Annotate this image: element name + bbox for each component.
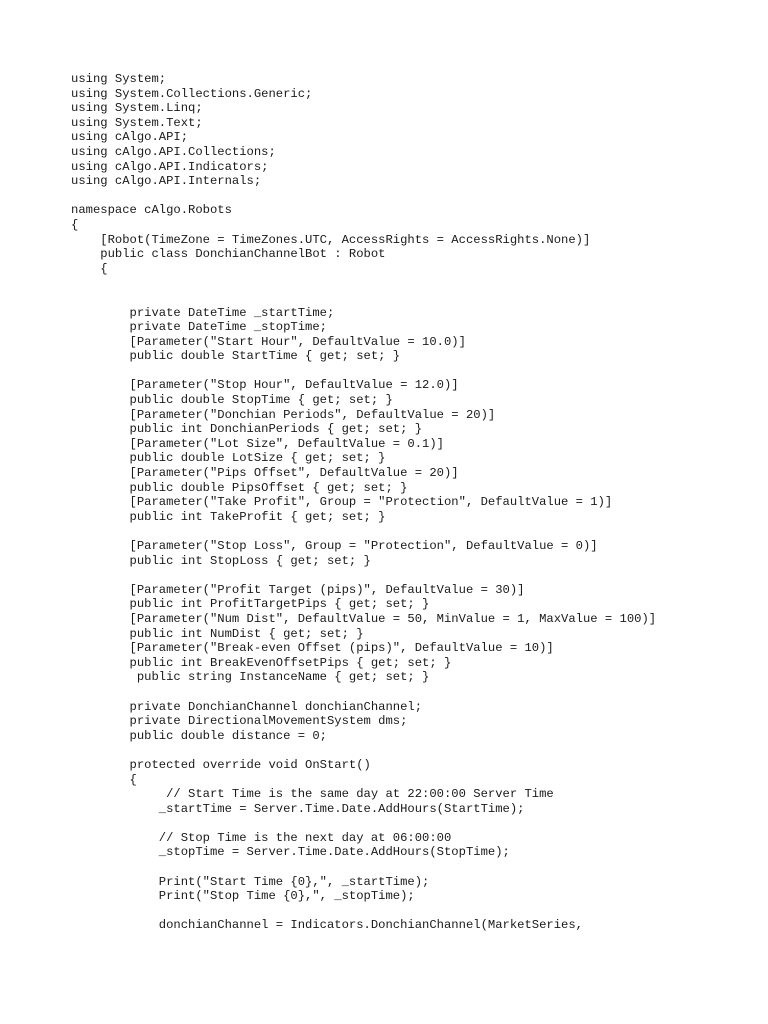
code-line: [71, 743, 761, 758]
code-line: using System;: [71, 72, 167, 86]
code-line: public int ProfitTargetPips { get; set; }: [71, 597, 430, 612]
code-line: Print("Stop Time {0},", _stopTime);: [71, 889, 415, 904]
code-line: public int StopLoss { get; set; }: [71, 553, 371, 568]
code-line: [Parameter("Profit Target (pips)", DefaultValue = 30)]: [71, 582, 525, 597]
code-line: using cAlgo.API.Indicators;: [71, 159, 269, 174]
code-line: _stopTime = Server.Time.Date.AddHours(StopTime);: [71, 845, 510, 860]
code-line: using cAlgo.API.Internals;: [71, 174, 262, 189]
code-line: {: [71, 217, 79, 232]
code-line: public double distance = 0;: [71, 728, 327, 743]
code-line: public string InstanceName { get; set; }: [71, 670, 430, 685]
code-line: using System.Text;: [71, 115, 203, 130]
code-line: [Robot(TimeZone = TimeZones.UTC, AccessRights = AccessRights.None)]: [71, 232, 591, 247]
code-line: {: [71, 772, 137, 787]
code-line: [Parameter("Donchian Periods", DefaultValue = 20)]: [71, 407, 496, 422]
code-line: protected override void OnStart(): [71, 757, 371, 772]
code-line: [71, 685, 761, 700]
code-line: [71, 291, 761, 306]
code-line: namespace cAlgo.Robots: [71, 203, 232, 218]
code-line: private DirectionalMovementSystem dms;: [71, 714, 408, 729]
code-line: _startTime = Server.Time.Date.AddHours(StartTime);: [71, 801, 525, 816]
code-line: [71, 524, 761, 539]
code-line: public int BreakEvenOffsetPips { get; set; }: [71, 655, 452, 670]
code-line: [71, 860, 761, 875]
code-line: public class DonchianChannelBot : Robot: [71, 247, 386, 262]
code-line: public double StartTime { get; set; }: [71, 349, 401, 364]
code-line: [Parameter("Break-even Offset (pips)", DefaultValue = 10)]: [71, 641, 554, 656]
code-line: public double StopTime { get; set; }: [71, 393, 393, 408]
code-line: [Parameter("Lot Size", DefaultValue = 0.1)]: [71, 436, 444, 451]
code-line: [71, 364, 761, 379]
code-line: using cAlgo.API;: [71, 130, 189, 145]
code-line: private DateTime _stopTime;: [71, 320, 327, 335]
code-line: [71, 189, 761, 204]
code-line: using System.Collections.Generic;: [71, 86, 313, 101]
code-line: {: [71, 261, 108, 276]
code-line: public int DonchianPeriods { get; set; }: [71, 422, 423, 437]
code-line: [71, 904, 761, 919]
code-line: // Start Time is the same day at 22:00:00 Server Time: [71, 787, 554, 802]
code-line: [Parameter("Num Dist", DefaultValue = 50, MinValue = 1, MaxValue = 100)]: [71, 611, 657, 626]
code-line: donchianChannel = Indicators.DonchianChannel(MarketSeries,: [71, 918, 583, 933]
code-line: private DonchianChannel donchianChannel;: [71, 699, 423, 714]
code-line: using cAlgo.API.Collections;: [71, 144, 276, 159]
code-line: private DateTime _startTime;: [71, 305, 335, 320]
code-line: [71, 568, 761, 583]
code-line: using System.Linq;: [71, 101, 203, 116]
code-line: [Parameter("Stop Hour", DefaultValue = 12.0)]: [71, 378, 459, 393]
code-line: public int NumDist { get; set; }: [71, 626, 364, 641]
code-line: public double LotSize { get; set; }: [71, 451, 386, 466]
code-line: [Parameter("Stop Loss", Group = "Protection", DefaultValue = 0)]: [71, 539, 598, 553]
code-line: [Parameter("Pips Offset", DefaultValue = 20)]: [71, 466, 459, 481]
code-line: [71, 276, 761, 291]
code-listing: [71, 72, 761, 933]
code-line: Print("Start Time {0},", _startTime);: [71, 874, 430, 889]
code-line: [Parameter("Start Hour", DefaultValue = 10.0)]: [71, 334, 466, 349]
code-line: public int TakeProfit { get; set; }: [71, 509, 386, 524]
code-line: public double PipsOffset { get; set; }: [71, 480, 408, 495]
code-line: // Stop Time is the next day at 06:00:00: [71, 830, 452, 845]
code-line: [71, 816, 761, 831]
code-line: [Parameter("Take Profit", Group = "Protection", DefaultValue = 1)]: [71, 495, 613, 510]
